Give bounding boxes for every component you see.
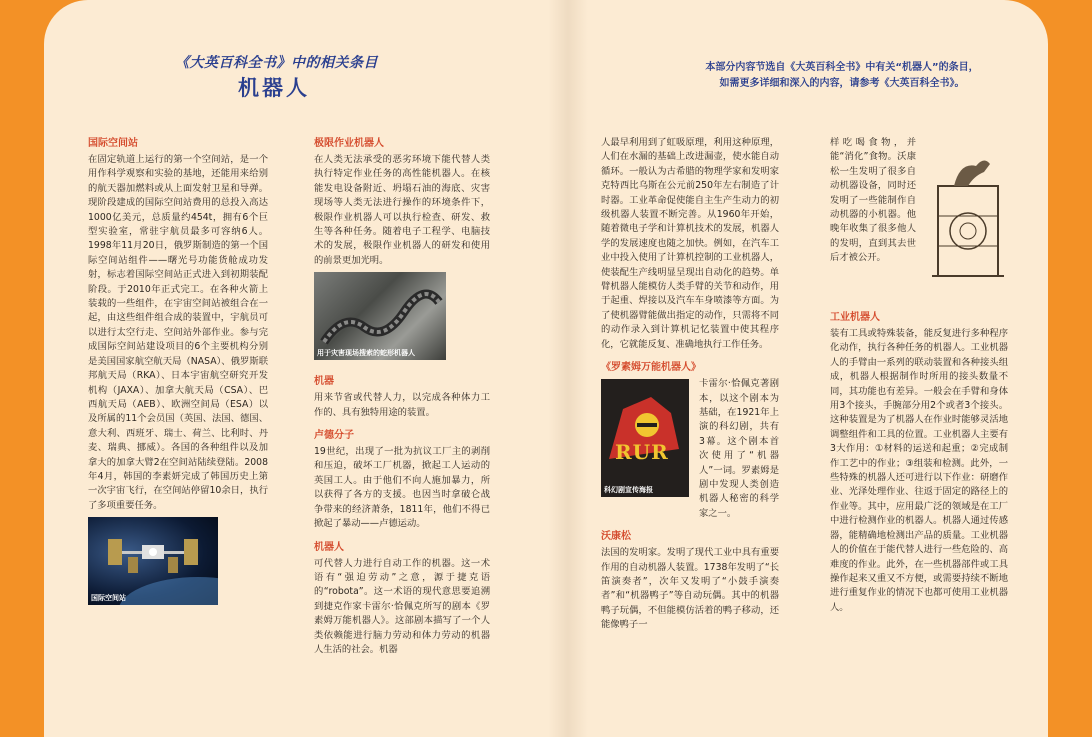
section-body-vaucanson: 法国的发明家。发明了现代工业中具有重要作用的自动机器人装置。1738年发明了“长笛演奏者”，次年又发明了“小鼓手演奏者”和“机器鸭子”等自动玩偶。其中的机器鸭子玩偶，不但能模仿活着的鸭子移动，还能像鸭子一 — [601, 547, 779, 631]
section-title-rur: 《罗素姆万能机器人》 — [601, 362, 701, 374]
section-title-robot: 机器人 — [314, 541, 344, 553]
snake-robot-photo — [314, 272, 446, 360]
section-title-industrial-robot: 工业机器人 — [830, 312, 880, 323]
section-body-iss: 在固定轨道上运行的第一个空间站，是一个用作科学观察和实验的基地，还能用来给别的航天器加燃料或从上面发射卫星和导弹。现阶段建成的国际空间站费用的总投入高达1000亿美元，总质量约454t，拥有6个巨型实验室，常驻宇航员最多可容纳6人。1998年11月20日，俄罗斯制造的第一个国际空间站组件——曙光号功能货舱成功发射，标志着国际空间站正式进入到初期装配阶段。于2010年正式完工。在各种火箭上装载的一些组件，在宇宙空间站被组合在一起，由这些组件组合成的装置中，宇航员可以进行太空行走、空间站外部作业。参与完成国际空间站建设项目的6个主要机构分别是美国国家航空航天局（NASA）、俄罗斯联邦航天局（RKA）、日本宇宙航空研究开发机构（JAXA）、加拿大航天局（CSA）、巴西航天局（AEB）、欧洲空间局（ESA）以及所属的11个会员国（英国、法国、德国、意大利、西班牙、瑞士、荷兰、比利时、丹麦、瑞典、挪威）。各国的各种组件以及加拿大的加拿大臂2在空间站陆续登陆。2008年4月，韩国的李素妍完成了韩国历史上第一次宇宙飞行，在空间站停留10余日，执行了多项重要任务。 — [88, 154, 268, 511]
rur-block — [601, 377, 779, 525]
iss-photo-caption: 国际空间站 — [91, 594, 126, 603]
section-body-luddite: 19世纪，出现了一批为抗议工厂主的剥削和压迫，破坏工厂机器，掀起工人运动的英国工人。由于他们不向人施加暴力，所以获得了各方的支援。也因当时拿破仑战争带来的经济萧条，1811年，他们不得已掀起了暴动——卢德运动。 — [314, 446, 490, 530]
column-1 — [88, 136, 268, 605]
section-title-machine: 机器 — [314, 376, 334, 388]
column-3 — [601, 136, 779, 633]
section-title-vaucanson: 沃康松 — [601, 531, 631, 543]
column-2 — [314, 136, 490, 657]
header-note — [692, 60, 992, 92]
section-body-vaucanson-continued: 样吃喝食物，并能“消化”食物。沃康松一生发明了很多自动机器设备，同时还发明了一些能制作自动机器的小机器。他晚年收集了很多他人的发明，直到其去世后才被公开。 — [830, 137, 916, 264]
section-title-luddite: 卢德分子 — [314, 430, 354, 442]
iss-photo — [88, 517, 218, 605]
vaucanson-block — [830, 136, 1008, 300]
column-4 — [830, 136, 1008, 615]
rur-poster-caption: 科幻剧宣传海报 — [604, 486, 653, 495]
section-body-robot-continued: 人最早利用到了虹吸原理，利用这种原理，人们在水漏的基础上改进漏壶，使水能自动循环。一般认为古希腊的物理学家和发明家克特西比乌斯在公元前250年左右制造了计时器。工业革命促使能自主生产生动力的初级机器人装置不断完善。从1960年开始，随着微电子学和计算机技术的发展，机器人学的发展速度也随之加快。例如，在汽车工业中投入使用了计算机控制的工业机器人，使装配生产线明显呈现出自动化的趋势。单臂机器人能模仿人类手臂的关节和动作，用于起重、焊接以及汽车车身喷漆等方面。为了使机器臂能做出指定的动作，只需将不同的动作录入到计算机记忆装置中使其程序化，它就能反复、准确地执行工作任务。 — [601, 137, 779, 350]
mechanical-duck-illustration — [924, 136, 1008, 286]
header-subtitle: 《大英百科全书》中的相关条目 — [175, 55, 378, 71]
header-note-line2: 如需更多详细和深入的内容，请参考《大英百科全书》。 — [719, 78, 965, 89]
section-body-extreme-robot: 在人类无法承受的恶劣环境下能代替人类执行特定作业任务的高性能机器人。在核能发电设备附近、坍塌石油的海底、灾害现场等人类无法进行操作的环境条件下，极限作业机器人可以执行检查、研发、救生等各种任务。随着电子工程学、电脑技术的发展，极限作业机器人的研发和使用的前景更加光明。 — [314, 154, 490, 266]
section-body-industrial-robot: 装有工具或特殊装备，能反复进行多种程序化动作，执行各种任务的机器人。工业机器人的手臂由一系列的联动装置和各种接头组成，机器人根据制作时所用的接头数量不同，其功能也有差异。一般会在手臂和身体用3个接头，手腕部分用2个或者3个接头。这种装置是为了机器人在作业时能够灵活地调整组件和工具的位置。工业机器人主要有3大作用：①材料的运送和起重；②完成制作工艺中的作业；③组装和检测。此外，一些特殊的机器人还可进行以下作业：研磨作业、光泽处理作业、往返于固定的路径上的作业等。其中，应用最广泛的领域是在工厂中进行检测作业的机器人。机器人通过传感器，能精确地检测出产品的质量。工业机器人的价值在于能代替人进行一些危险的、高难度的作业。此外，在一些机器部件或工具操作起来又重又不方便，或需要持续不断地进行重复作业的情况下也都可使用工业机器人。 — [830, 328, 1008, 613]
mechanical-duck-icon — [924, 136, 1008, 286]
robot-head-icon — [601, 379, 689, 497]
page-title: 机器人 — [238, 76, 310, 100]
rur-poster-text: RUR — [615, 440, 669, 465]
header-note-line1: 本部分内容节选自《大英百科全书》中有关“机器人”的条目， — [705, 62, 979, 73]
section-body-machine: 用来节省或代替人力，以完成各种体力工作的、具有独特用途的装置。 — [314, 392, 490, 418]
snake-robot-caption: 用于灾害现场搜索的蛇形机器人 — [317, 349, 415, 358]
section-title-iss: 国际空间站 — [88, 138, 138, 149]
rur-poster — [601, 379, 689, 497]
section-body-rur: 卡雷尔·恰佩克著剧本，以这个剧本为基础，在1921年上演的科幻剧，共有3幕。这个剧本首次使用了“机器人”一词。罗素姆是剧中发现人类创造机器人秘密的科学家之一。 — [699, 378, 779, 519]
section-body-robot: 可代替人力进行自动工作的机器。这一术语有“强迫劳动”之意，源于捷克语的“robota”。这一术语的现代意思要追溯到捷克作家卡雷尔·恰佩克所写的剧本《罗素姆万能机器人》。这部剧本描写了一个人类依赖能进行脑力劳动和体力劳动的机器人生活的社会。机器 — [314, 557, 490, 655]
section-title-extreme-robot: 极限作业机器人 — [314, 138, 384, 149]
page-gutter — [548, 0, 588, 737]
